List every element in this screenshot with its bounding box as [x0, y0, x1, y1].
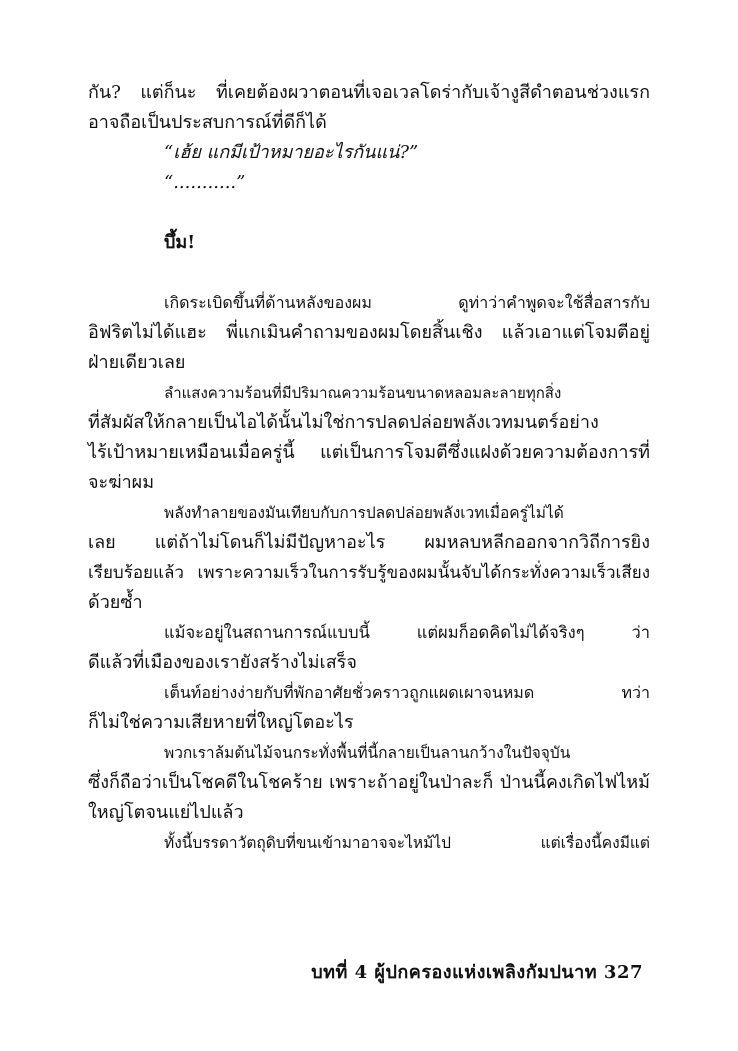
text-line: ไร้เป้าหมายเหมือนเมื่อครู่นี้ แต่เป็นการโจมตีซึ่งแฝงด้วยความต้องการที่: [88, 442, 650, 463]
text-line: ลำแสงความร้อนที่มีปริมาณความร้อนขนาดหลอมละลายทุกสิ่ง: [164, 384, 562, 402]
text-line: พวกเราล้มต้นไม้จนกระทั่งพื้นที่นี้กลายเป็นลานกว้างในปัจจุบัน: [164, 744, 571, 762]
text-line: ด้วยซ้ำ: [88, 592, 143, 613]
text-line: ทั้งนี้บรรดาวัตถุดิบที่ขนเข้ามาอาจจะไหม้ไป แต่เรื่องนี้คงมีแต่: [164, 834, 650, 852]
text-line: ซึ่งก็ถือว่าเป็นโชคดีในโชคร้าย เพราะถ้าอยู่ในป่าละก็ ป่านนี้คงเกิดไฟไหม้: [88, 772, 650, 793]
text-line: อิฟริตไม่ได้แฮะ พี่แกเมินคำถามของผมโดยสิ้นเชิง แล้วเอาแต่โจมตีอยู่: [88, 322, 650, 343]
text-line: ฝ่ายเดียวเลย: [88, 352, 186, 373]
text-line: เต็นท์อย่างง่ายกับที่พักอาศัยชั่วคราวถูกแผดเผาจนหมด ทว่า: [164, 683, 650, 702]
text-line: ก็ไม่ใช่ความเสียหายที่ใหญ่โตอะไร: [88, 712, 354, 733]
text-line: ดีแล้วที่เมืองของเรายังสร้างไม่เสร็จ: [88, 652, 357, 673]
text-line: จะฆ่าผม: [88, 472, 155, 493]
spacer: [88, 258, 650, 288]
sound-effect: บึ้ม!: [164, 232, 196, 253]
dialogue-line: “...........”: [164, 172, 246, 193]
page-footer: บทที่ 4 ผู้ปกครองแห่งเพลิงกัมปนาท 327: [311, 962, 643, 983]
text-line: แม้จะอยู่ในสถานการณ์แบบนี้ แต่ผมก็อดคิดไม่ได้จริงๆ ว่า: [164, 623, 650, 642]
text-line: เรียบร้อยแล้ว เพราะความเร็วในการรับรู้ของผมนั้นจับได้กระทั่งความเร็วเสียง: [88, 563, 650, 583]
text-line: ที่สัมผัสให้กลายเป็นไอได้นั้นไม่ใช่การปลดปล่อยพลังเวทมนตร์อย่าง: [88, 412, 599, 433]
text-line: เกิดระเบิดขึ้นที่ด้านหลังของผม ดูท่าว่าคำพูดจะใช้สื่อสารกับ: [164, 293, 650, 312]
dialogue-line: “เฮ้ย แกมีเป้าหมายอะไรกันแน่?”: [164, 142, 419, 163]
text-line: กัน? แต่ก็นะ ที่เคยต้องผวาตอนที่เจอเวลโดร่ากับเจ้างูสีดำตอนช่วงแรก: [88, 82, 650, 103]
text-line: ใหญ่โตจนแย่ไปแล้ว: [88, 802, 244, 823]
text-line: พลังทำลายของมันเทียบกับการปลดปล่อยพลังเวทเมื่อครู่ไม่ได้: [164, 504, 564, 522]
text-line: อาจถือเป็นประสบการณ์ที่ดีก็ได้: [88, 112, 327, 133]
text-line: เลย แต่ถ้าไม่โดนก็ไม่มีปัญหาอะไร ผมหลบหลีกออกจากวิถีการยิง: [88, 532, 650, 553]
page-body: [88, 78, 650, 858]
spacer: [88, 198, 650, 228]
